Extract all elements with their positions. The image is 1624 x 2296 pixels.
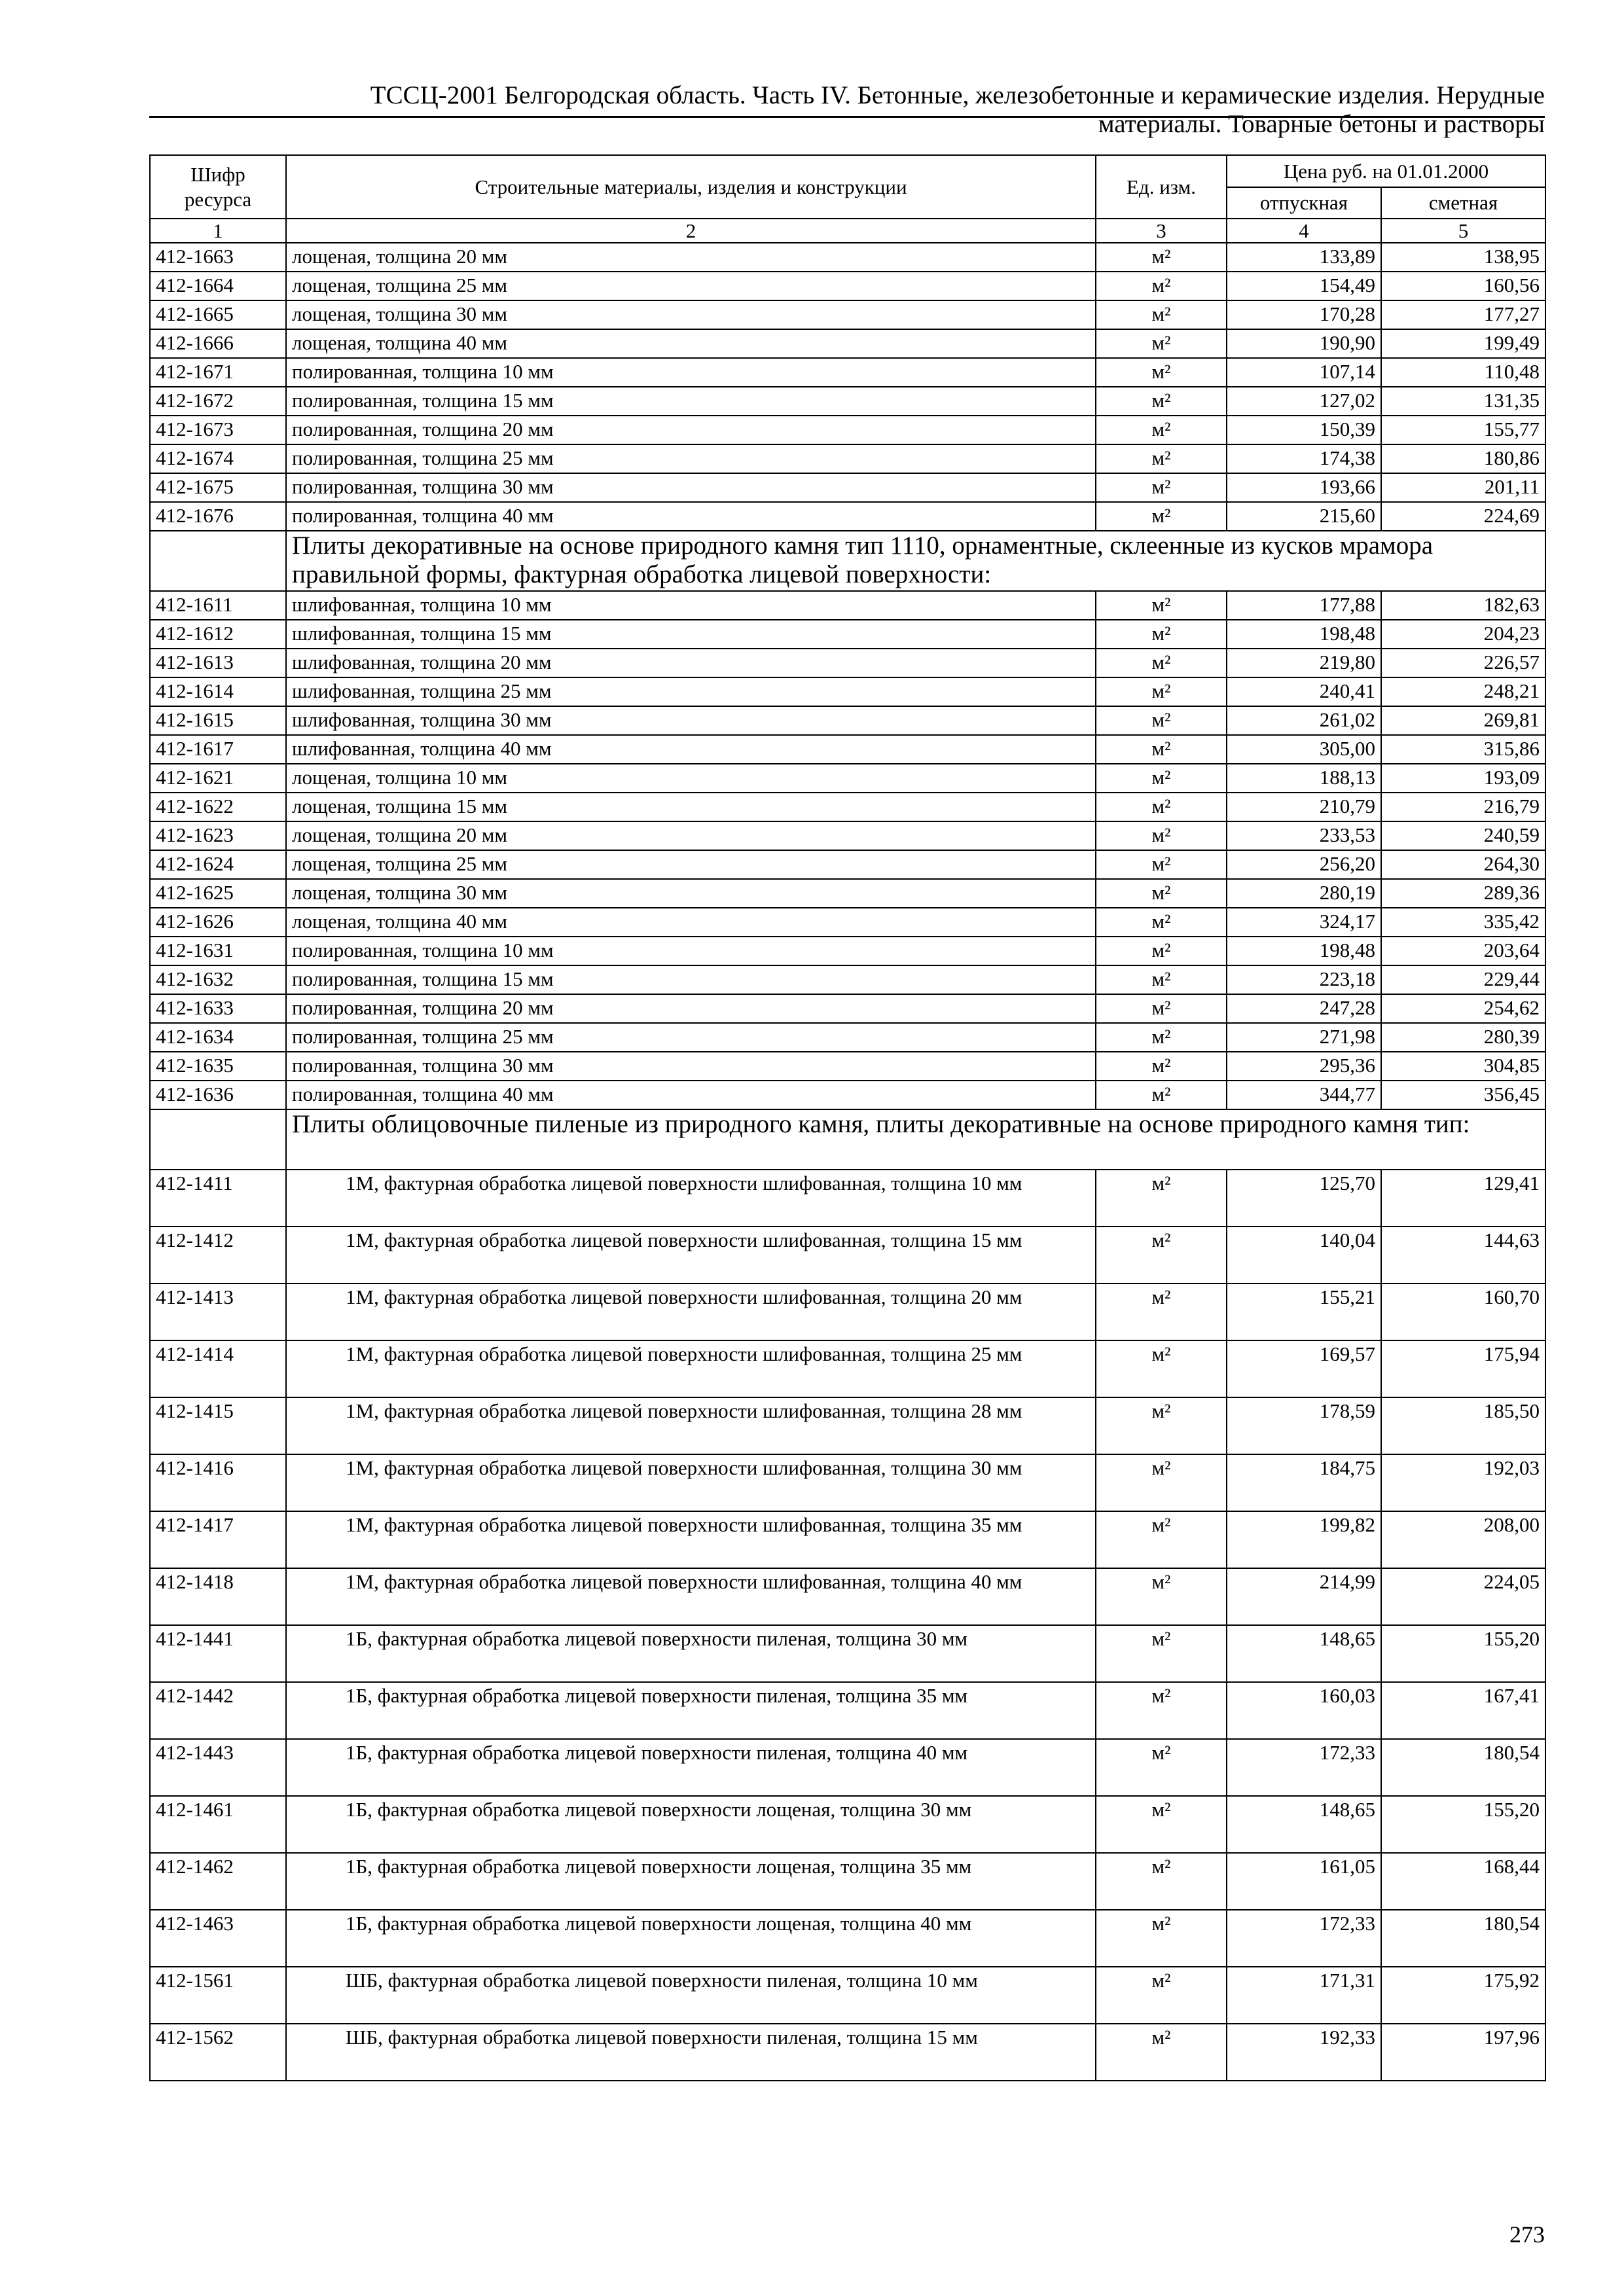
estimate-price: 160,56	[1381, 272, 1545, 300]
release-price: 150,39	[1227, 416, 1381, 444]
resource-code: 412-1615	[150, 706, 286, 735]
column-header-release: отпускная	[1227, 187, 1381, 219]
release-price: 271,98	[1227, 1023, 1381, 1052]
release-price: 214,99	[1227, 1568, 1381, 1625]
unit-of-measure: м²	[1096, 1397, 1227, 1454]
resource-code: 412-1612	[150, 620, 286, 649]
table-row	[150, 793, 1545, 821]
release-price: 171,31	[1227, 1967, 1381, 2024]
table-row	[150, 1023, 1545, 1052]
table-row	[150, 1739, 1545, 1796]
release-price: 295,36	[1227, 1052, 1381, 1081]
release-price: 199,82	[1227, 1511, 1381, 1568]
table-row	[150, 649, 1545, 677]
table-row	[150, 1170, 1545, 1227]
resource-code: 412-1675	[150, 473, 286, 502]
material-name: шлифованная, толщина 30 мм	[286, 706, 1096, 735]
estimate-price: 240,59	[1381, 821, 1545, 850]
column-number: 2	[286, 219, 1096, 243]
page-header	[149, 81, 1545, 139]
resource-code: 412-1666	[150, 329, 286, 358]
resource-code: 412-1443	[150, 1739, 286, 1796]
release-price: 198,48	[1227, 937, 1381, 965]
estimate-price: 155,77	[1381, 416, 1545, 444]
resource-code: 412-1663	[150, 243, 286, 272]
estimate-price: 185,50	[1381, 1397, 1545, 1454]
resource-code: 412-1461	[150, 1796, 286, 1853]
resource-code: 412-1463	[150, 1910, 286, 1967]
unit-of-measure: м²	[1096, 937, 1227, 965]
material-name: 1М, фактурная обработка лицевой поверхности шлифованная, толщина 20 мм	[286, 1283, 1096, 1340]
estimate-price: 229,44	[1381, 965, 1545, 994]
estimate-price: 315,86	[1381, 735, 1545, 764]
column-header-code: Шифр ресурса	[150, 155, 286, 219]
table-row	[150, 821, 1545, 850]
unit-of-measure: м²	[1096, 1739, 1227, 1796]
resource-code: 412-1673	[150, 416, 286, 444]
material-name: полированная, толщина 15 мм	[286, 387, 1096, 416]
unit-of-measure: м²	[1096, 358, 1227, 387]
material-name: 1Б, фактурная обработка лицевой поверхности пиленая, толщина 35 мм	[286, 1682, 1096, 1739]
table-row	[150, 1227, 1545, 1283]
table-row	[150, 1397, 1545, 1454]
table-row	[150, 965, 1545, 994]
material-name: 1М, фактурная обработка лицевой поверхности шлифованная, толщина 30 мм	[286, 1454, 1096, 1511]
release-price: 169,57	[1227, 1340, 1381, 1397]
table-body	[150, 243, 1545, 2081]
unit-of-measure: м²	[1096, 879, 1227, 908]
material-name: полированная, толщина 30 мм	[286, 1052, 1096, 1081]
unit-of-measure: м²	[1096, 1910, 1227, 1967]
estimate-price: 197,96	[1381, 2024, 1545, 2081]
material-name: 1М, фактурная обработка лицевой поверхности шлифованная, толщина 25 мм	[286, 1340, 1096, 1397]
release-price: 188,13	[1227, 764, 1381, 793]
material-name: шлифованная, толщина 20 мм	[286, 649, 1096, 677]
release-price: 305,00	[1227, 735, 1381, 764]
resource-code: 412-1441	[150, 1625, 286, 1682]
material-name: полированная, толщина 15 мм	[286, 965, 1096, 994]
table-row	[150, 1796, 1545, 1853]
unit-of-measure: м²	[1096, 1511, 1227, 1568]
column-header-name: Строительные материалы, изделия и конструкции	[286, 155, 1096, 219]
resource-code: 412-1634	[150, 1023, 286, 1052]
material-name: полированная, толщина 20 мм	[286, 416, 1096, 444]
release-price: 161,05	[1227, 1853, 1381, 1910]
unit-of-measure: м²	[1096, 994, 1227, 1023]
estimate-price: 203,64	[1381, 937, 1545, 965]
unit-of-measure: м²	[1096, 764, 1227, 793]
table-row	[150, 850, 1545, 879]
unit-of-measure: м²	[1096, 387, 1227, 416]
material-name: 1Б, фактурная обработка лицевой поверхности лощеная, толщина 35 мм	[286, 1853, 1096, 1910]
unit-of-measure: м²	[1096, 965, 1227, 994]
material-name: полированная, толщина 25 мм	[286, 1023, 1096, 1052]
resource-code: 412-1621	[150, 764, 286, 793]
resource-code: 412-1625	[150, 879, 286, 908]
release-price: 219,80	[1227, 649, 1381, 677]
table-row	[150, 764, 1545, 793]
table-row	[150, 473, 1545, 502]
estimate-price: 226,57	[1381, 649, 1545, 677]
unit-of-measure: м²	[1096, 735, 1227, 764]
section-row	[150, 1109, 1545, 1170]
material-name: ШБ, фактурная обработка лицевой поверхности пиленая, толщина 10 мм	[286, 1967, 1096, 2024]
material-name: 1Б, фактурная обработка лицевой поверхности пиленая, толщина 30 мм	[286, 1625, 1096, 1682]
table-row	[150, 416, 1545, 444]
estimate-price: 180,54	[1381, 1739, 1545, 1796]
table-row	[150, 1283, 1545, 1340]
table-row	[150, 1910, 1545, 1967]
release-price: 160,03	[1227, 1682, 1381, 1739]
column-header-estimate: сметная	[1381, 187, 1545, 219]
resource-code: 412-1632	[150, 965, 286, 994]
material-name: лощеная, толщина 10 мм	[286, 764, 1096, 793]
unit-of-measure: м²	[1096, 1283, 1227, 1340]
table-row	[150, 1511, 1545, 1568]
unit-of-measure: м²	[1096, 1023, 1227, 1052]
header-rule	[149, 116, 1545, 118]
release-price: 127,02	[1227, 387, 1381, 416]
release-price: 170,28	[1227, 300, 1381, 329]
unit-of-measure: м²	[1096, 591, 1227, 620]
estimate-price: 155,20	[1381, 1625, 1545, 1682]
estimate-price: 304,85	[1381, 1052, 1545, 1081]
estimate-price: 110,48	[1381, 358, 1545, 387]
release-price: 178,59	[1227, 1397, 1381, 1454]
table-row	[150, 1052, 1545, 1081]
release-price: 223,18	[1227, 965, 1381, 994]
material-name: полированная, толщина 30 мм	[286, 473, 1096, 502]
resource-code: 412-1611	[150, 591, 286, 620]
material-name: 1М, фактурная обработка лицевой поверхности шлифованная, толщина 10 мм	[286, 1170, 1096, 1227]
resource-code: 412-1617	[150, 735, 286, 764]
unit-of-measure: м²	[1096, 1625, 1227, 1682]
release-price: 148,65	[1227, 1625, 1381, 1682]
release-price: 190,90	[1227, 329, 1381, 358]
unit-of-measure: м²	[1096, 1227, 1227, 1283]
material-name: 1Б, фактурная обработка лицевой поверхности лощеная, толщина 30 мм	[286, 1796, 1096, 1853]
column-header-unit: Ед. изм.	[1096, 155, 1227, 219]
material-name: 1Б, фактурная обработка лицевой поверхности лощеная, толщина 40 мм	[286, 1910, 1096, 1967]
material-name: лощеная, толщина 25 мм	[286, 850, 1096, 879]
material-name: полированная, толщина 10 мм	[286, 937, 1096, 965]
unit-of-measure: м²	[1096, 1340, 1227, 1397]
material-name: лощеная, толщина 40 мм	[286, 329, 1096, 358]
material-name: шлифованная, толщина 25 мм	[286, 677, 1096, 706]
estimate-price: 177,27	[1381, 300, 1545, 329]
unit-of-measure: м²	[1096, 1454, 1227, 1511]
estimate-price: 180,54	[1381, 1910, 1545, 1967]
material-name: лощеная, толщина 20 мм	[286, 821, 1096, 850]
release-price: 148,65	[1227, 1796, 1381, 1853]
unit-of-measure: м²	[1096, 850, 1227, 879]
unit-of-measure: м²	[1096, 1796, 1227, 1853]
material-name: 1М, фактурная обработка лицевой поверхности шлифованная, толщина 28 мм	[286, 1397, 1096, 1454]
resource-code: 412-1613	[150, 649, 286, 677]
estimate-price: 182,63	[1381, 591, 1545, 620]
resource-code: 412-1622	[150, 793, 286, 821]
unit-of-measure: м²	[1096, 1853, 1227, 1910]
unit-of-measure: м²	[1096, 908, 1227, 937]
unit-of-measure: м²	[1096, 706, 1227, 735]
table-row	[150, 879, 1545, 908]
material-name: 1М, фактурная обработка лицевой поверхности шлифованная, толщина 40 мм	[286, 1568, 1096, 1625]
price-table	[149, 154, 1546, 2081]
unit-of-measure: м²	[1096, 272, 1227, 300]
release-price: 172,33	[1227, 1739, 1381, 1796]
estimate-price: 208,00	[1381, 1511, 1545, 1568]
resource-code: 412-1411	[150, 1170, 286, 1227]
estimate-price: 280,39	[1381, 1023, 1545, 1052]
material-name: полированная, толщина 40 мм	[286, 1081, 1096, 1109]
table-row	[150, 1568, 1545, 1625]
estimate-price: 199,49	[1381, 329, 1545, 358]
table-row	[150, 2024, 1545, 2081]
table-row	[150, 272, 1545, 300]
estimate-price: 144,63	[1381, 1227, 1545, 1283]
release-price: 210,79	[1227, 793, 1381, 821]
table-row	[150, 358, 1545, 387]
resource-code: 412-1418	[150, 1568, 286, 1625]
unit-of-measure: м²	[1096, 2024, 1227, 2081]
material-name: лощеная, толщина 15 мм	[286, 793, 1096, 821]
estimate-price: 138,95	[1381, 243, 1545, 272]
material-name: лощеная, толщина 30 мм	[286, 879, 1096, 908]
unit-of-measure: м²	[1096, 300, 1227, 329]
table-row	[150, 620, 1545, 649]
release-price: 174,38	[1227, 444, 1381, 473]
estimate-price: 175,94	[1381, 1340, 1545, 1397]
release-price: 215,60	[1227, 502, 1381, 531]
table-row	[150, 300, 1545, 329]
section-code-cell	[150, 531, 286, 591]
resource-code: 412-1462	[150, 1853, 286, 1910]
release-price: 256,20	[1227, 850, 1381, 879]
table-row	[150, 735, 1545, 764]
resource-code: 412-1561	[150, 1967, 286, 2024]
unit-of-measure: м²	[1096, 677, 1227, 706]
section-title: Плиты декоративные на основе природного камня тип 1110, орнаментные, склеенные из кусков мрамора правильной формы, фактурная обработка лицевой поверхности:	[286, 531, 1545, 591]
release-price: 324,17	[1227, 908, 1381, 937]
estimate-price: 193,09	[1381, 764, 1545, 793]
table-row	[150, 1454, 1545, 1511]
estimate-price: 356,45	[1381, 1081, 1545, 1109]
unit-of-measure: м²	[1096, 416, 1227, 444]
release-price: 107,14	[1227, 358, 1381, 387]
material-name: лощеная, толщина 40 мм	[286, 908, 1096, 937]
material-name: лощеная, толщина 30 мм	[286, 300, 1096, 329]
estimate-price: 224,69	[1381, 502, 1545, 531]
table-row	[150, 706, 1545, 735]
unit-of-measure: м²	[1096, 1081, 1227, 1109]
release-price: 344,77	[1227, 1081, 1381, 1109]
unit-of-measure: м²	[1096, 1052, 1227, 1081]
resource-code: 412-1672	[150, 387, 286, 416]
column-header-price: Цена руб. на 01.01.2000	[1227, 155, 1545, 187]
estimate-price: 264,30	[1381, 850, 1545, 879]
resource-code: 412-1676	[150, 502, 286, 531]
resource-code: 412-1631	[150, 937, 286, 965]
unit-of-measure: м²	[1096, 243, 1227, 272]
resource-code: 412-1664	[150, 272, 286, 300]
release-price: 280,19	[1227, 879, 1381, 908]
column-number: 3	[1096, 219, 1227, 243]
release-price: 193,66	[1227, 473, 1381, 502]
unit-of-measure: м²	[1096, 1682, 1227, 1739]
material-name: 1М, фактурная обработка лицевой поверхности шлифованная, толщина 35 мм	[286, 1511, 1096, 1568]
estimate-price: 224,05	[1381, 1568, 1545, 1625]
release-price: 177,88	[1227, 591, 1381, 620]
resource-code: 412-1442	[150, 1682, 286, 1739]
estimate-price: 192,03	[1381, 1454, 1545, 1511]
release-price: 133,89	[1227, 243, 1381, 272]
table-row	[150, 502, 1545, 531]
estimate-price: 168,44	[1381, 1853, 1545, 1910]
table-row	[150, 1853, 1545, 1910]
material-name: шлифованная, толщина 15 мм	[286, 620, 1096, 649]
table-row	[150, 1081, 1545, 1109]
resource-code: 412-1413	[150, 1283, 286, 1340]
table-row	[150, 591, 1545, 620]
material-name: полированная, толщина 10 мм	[286, 358, 1096, 387]
column-number: 1	[150, 219, 286, 243]
resource-code: 412-1633	[150, 994, 286, 1023]
release-price: 155,21	[1227, 1283, 1381, 1340]
release-price: 233,53	[1227, 821, 1381, 850]
unit-of-measure: м²	[1096, 1967, 1227, 2024]
resource-code: 412-1626	[150, 908, 286, 937]
resource-code: 412-1665	[150, 300, 286, 329]
resource-code: 412-1624	[150, 850, 286, 879]
table-row	[150, 243, 1545, 272]
release-price: 247,28	[1227, 994, 1381, 1023]
material-name: полированная, толщина 40 мм	[286, 502, 1096, 531]
unit-of-measure: м²	[1096, 444, 1227, 473]
resource-code: 412-1416	[150, 1454, 286, 1511]
column-number: 5	[1381, 219, 1545, 243]
resource-code: 412-1415	[150, 1397, 286, 1454]
estimate-price: 289,36	[1381, 879, 1545, 908]
table-row	[150, 329, 1545, 358]
unit-of-measure: м²	[1096, 473, 1227, 502]
section-row	[150, 531, 1545, 591]
material-name: шлифованная, толщина 10 мм	[286, 591, 1096, 620]
table-row	[150, 444, 1545, 473]
resource-code: 412-1636	[150, 1081, 286, 1109]
estimate-price: 248,21	[1381, 677, 1545, 706]
release-price: 140,04	[1227, 1227, 1381, 1283]
release-price: 240,41	[1227, 677, 1381, 706]
resource-code: 412-1674	[150, 444, 286, 473]
table-row	[150, 387, 1545, 416]
table-row	[150, 1967, 1545, 2024]
column-number: 4	[1227, 219, 1381, 243]
unit-of-measure: м²	[1096, 821, 1227, 850]
resource-code: 412-1417	[150, 1511, 286, 1568]
unit-of-measure: м²	[1096, 1170, 1227, 1227]
estimate-price: 131,35	[1381, 387, 1545, 416]
estimate-price: 216,79	[1381, 793, 1545, 821]
unit-of-measure: м²	[1096, 649, 1227, 677]
resource-code: 412-1562	[150, 2024, 286, 2081]
table-row	[150, 937, 1545, 965]
unit-of-measure: м²	[1096, 329, 1227, 358]
material-name: лощеная, толщина 20 мм	[286, 243, 1096, 272]
header-line-1: ТССЦ-2001 Белгородская область. Часть IV. Бетонные, железобетонные и керамические изделия. Нерудные	[370, 81, 1545, 109]
header-line-2: материалы. Товарные бетоны и растворы	[1098, 110, 1545, 138]
estimate-price: 204,23	[1381, 620, 1545, 649]
estimate-price: 129,41	[1381, 1170, 1545, 1227]
estimate-price: 180,86	[1381, 444, 1545, 473]
table-row	[150, 994, 1545, 1023]
material-name: 1Б, фактурная обработка лицевой поверхности пиленая, толщина 40 мм	[286, 1739, 1096, 1796]
table-row	[150, 1340, 1545, 1397]
material-name: ШБ, фактурная обработка лицевой поверхности пиленая, толщина 15 мм	[286, 2024, 1096, 2081]
estimate-price: 201,11	[1381, 473, 1545, 502]
estimate-price: 155,20	[1381, 1796, 1545, 1853]
table-row	[150, 1625, 1545, 1682]
release-price: 172,33	[1227, 1910, 1381, 1967]
estimate-price: 167,41	[1381, 1682, 1545, 1739]
unit-of-measure: м²	[1096, 1568, 1227, 1625]
resource-code: 412-1414	[150, 1340, 286, 1397]
section-title: Плиты облицовочные пиленые из природного камня, плиты декоративные на основе природного камня тип:	[286, 1109, 1545, 1170]
table-row	[150, 1682, 1545, 1739]
unit-of-measure: м²	[1096, 620, 1227, 649]
resource-code: 412-1671	[150, 358, 286, 387]
release-price: 198,48	[1227, 620, 1381, 649]
estimate-price: 335,42	[1381, 908, 1545, 937]
material-name: полированная, толщина 20 мм	[286, 994, 1096, 1023]
resource-code: 412-1614	[150, 677, 286, 706]
release-price: 125,70	[1227, 1170, 1381, 1227]
table-header	[150, 155, 1545, 243]
resource-code: 412-1623	[150, 821, 286, 850]
release-price: 184,75	[1227, 1454, 1381, 1511]
estimate-price: 175,92	[1381, 1967, 1545, 2024]
material-name: полированная, толщина 25 мм	[286, 444, 1096, 473]
table-row	[150, 908, 1545, 937]
page-number: 273	[1509, 2221, 1545, 2248]
table-row	[150, 677, 1545, 706]
material-name: 1М, фактурная обработка лицевой поверхности шлифованная, толщина 15 мм	[286, 1227, 1096, 1283]
release-price: 154,49	[1227, 272, 1381, 300]
material-name: шлифованная, толщина 40 мм	[286, 735, 1096, 764]
section-code-cell	[150, 1109, 286, 1170]
release-price: 261,02	[1227, 706, 1381, 735]
unit-of-measure: м²	[1096, 502, 1227, 531]
resource-code: 412-1635	[150, 1052, 286, 1081]
estimate-price: 160,70	[1381, 1283, 1545, 1340]
resource-code: 412-1412	[150, 1227, 286, 1283]
unit-of-measure: м²	[1096, 793, 1227, 821]
estimate-price: 254,62	[1381, 994, 1545, 1023]
material-name: лощеная, толщина 25 мм	[286, 272, 1096, 300]
estimate-price: 269,81	[1381, 706, 1545, 735]
release-price: 192,33	[1227, 2024, 1381, 2081]
